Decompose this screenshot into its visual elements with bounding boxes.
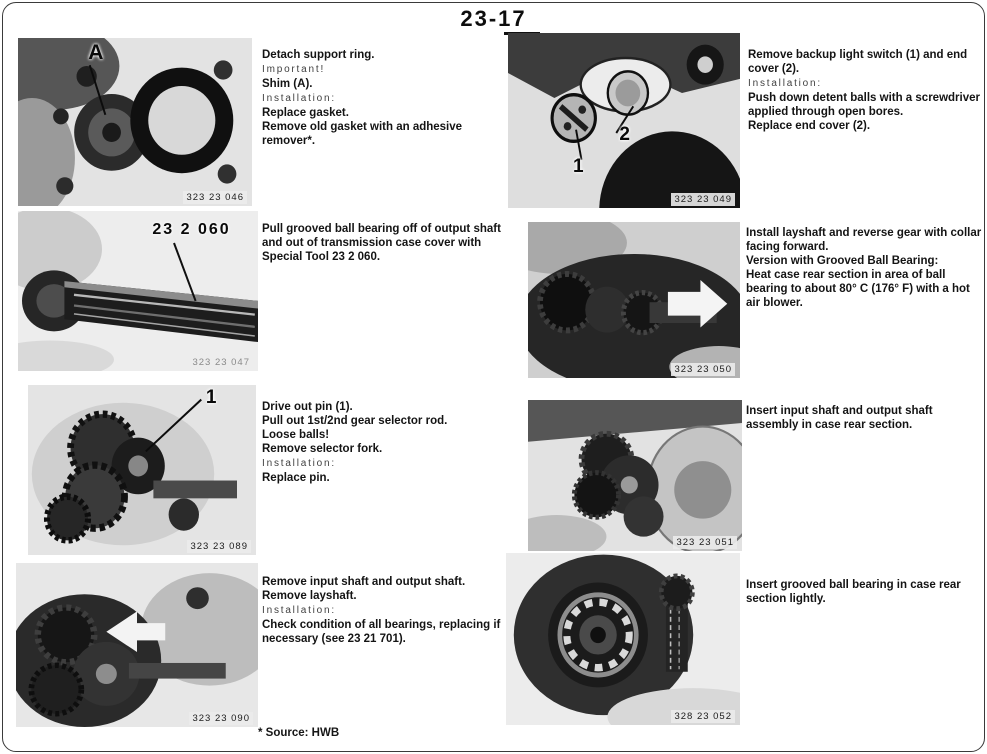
instruction-text: [262, 575, 514, 646]
gear-removal-illustration: [16, 563, 258, 727]
photo-ball-bearing: [506, 553, 740, 725]
callout-label-1: 1: [572, 155, 584, 177]
instruction-line: Installation:: [262, 605, 336, 616]
photo-insert-shafts: [528, 400, 742, 551]
instruction-line: Install layshaft and reverse gear with collar facing forward.: [746, 227, 982, 253]
photo-id: 323 23 046: [183, 191, 247, 204]
instruction-line: Insert input shaft and output shaft assembly in case rear section.: [746, 405, 933, 431]
photo-id: 323 23 047: [192, 357, 250, 368]
instruction-line: Remove selector fork.: [262, 443, 383, 455]
photo-id: 323 23 089: [187, 540, 251, 553]
instruction-line: Installation:: [262, 458, 336, 469]
instruction-text: [262, 48, 510, 148]
photo-id: 323 23 051: [673, 536, 737, 549]
instruction-line: Installation:: [262, 93, 336, 104]
instruction-text: [748, 48, 980, 133]
callout-label-tool: 23 2 060: [152, 220, 231, 238]
transmission-cover-illustration: [18, 38, 252, 206]
photo-id: 323 23 090: [189, 712, 253, 725]
layshaft-arrow-illustration: [528, 222, 740, 378]
photo-remove-shafts: [16, 563, 258, 727]
instruction-text: [746, 578, 984, 606]
instruction-text: [746, 226, 984, 310]
photo-id: 323 23 049: [671, 193, 735, 206]
gear-cluster-illustration: [28, 385, 256, 555]
callout-label-pin: 1: [205, 386, 217, 408]
instruction-line: Shim (A).: [262, 78, 313, 90]
instruction-line: Drive out pin (1).: [262, 401, 353, 413]
photo-layshaft-install: [528, 222, 740, 378]
instruction-line: Heat case rear section in area of ball bearing to about 80° C (176° F) with a hot air blower.: [746, 269, 970, 309]
instruction-line: Replace gasket.: [262, 107, 349, 119]
instruction-line: Loose balls!: [262, 429, 330, 441]
instruction-line: Remove input shaft and output shaft.: [262, 576, 466, 588]
instruction-text: [746, 404, 984, 432]
instruction-line: Replace end cover (2).: [748, 120, 871, 132]
page-title: 23-17: [460, 6, 527, 31]
callout-label-2: 2: [619, 124, 630, 145]
instruction-line: Remove old gasket with an adhesive remover*.: [262, 121, 463, 147]
instruction-line: Replace pin.: [262, 472, 330, 484]
photo-backup-light-switch: [508, 33, 740, 208]
instruction-line: Version with Grooved Ball Bearing:: [746, 255, 939, 267]
instruction-line: Remove layshaft.: [262, 590, 357, 602]
instruction-line: Pull grooved ball bearing off of output shaft and out of transmission case cover with Special Tool 23 2 060.: [262, 223, 501, 263]
instruction-line: Detach support ring.: [262, 49, 375, 61]
instruction-line: Pull out 1st/2nd gear selector rod.: [262, 415, 448, 427]
instruction-line: Insert grooved ball bearing in case rear section lightly.: [746, 579, 961, 605]
callout-label-a: A: [88, 41, 104, 65]
photo-output-shaft: [18, 211, 258, 371]
instruction-line: Push down detent balls with a screwdriver applied through open bores.: [748, 92, 980, 118]
case-bores-illustration: [508, 33, 740, 208]
photo-support-ring: [18, 38, 252, 206]
instruction-line: Remove backup light switch (1) and end cover (2).: [748, 49, 968, 75]
shaft-assembly-illustration: [528, 400, 742, 551]
source-footnote: * Source: HWB: [258, 727, 340, 739]
instruction-line: Check condition of all bearings, replacing if necessary (see 23 21 701).: [262, 619, 501, 645]
photo-id: 328 23 052: [671, 710, 735, 723]
instruction-line: Important!: [262, 64, 326, 75]
instruction-line: Installation:: [748, 78, 822, 89]
instruction-text: [262, 400, 510, 485]
ball-bearing-illustration: [506, 553, 740, 725]
photo-id: 323 23 050: [671, 363, 735, 376]
photo-selector-rod: [28, 385, 256, 555]
instruction-text: [262, 222, 510, 264]
